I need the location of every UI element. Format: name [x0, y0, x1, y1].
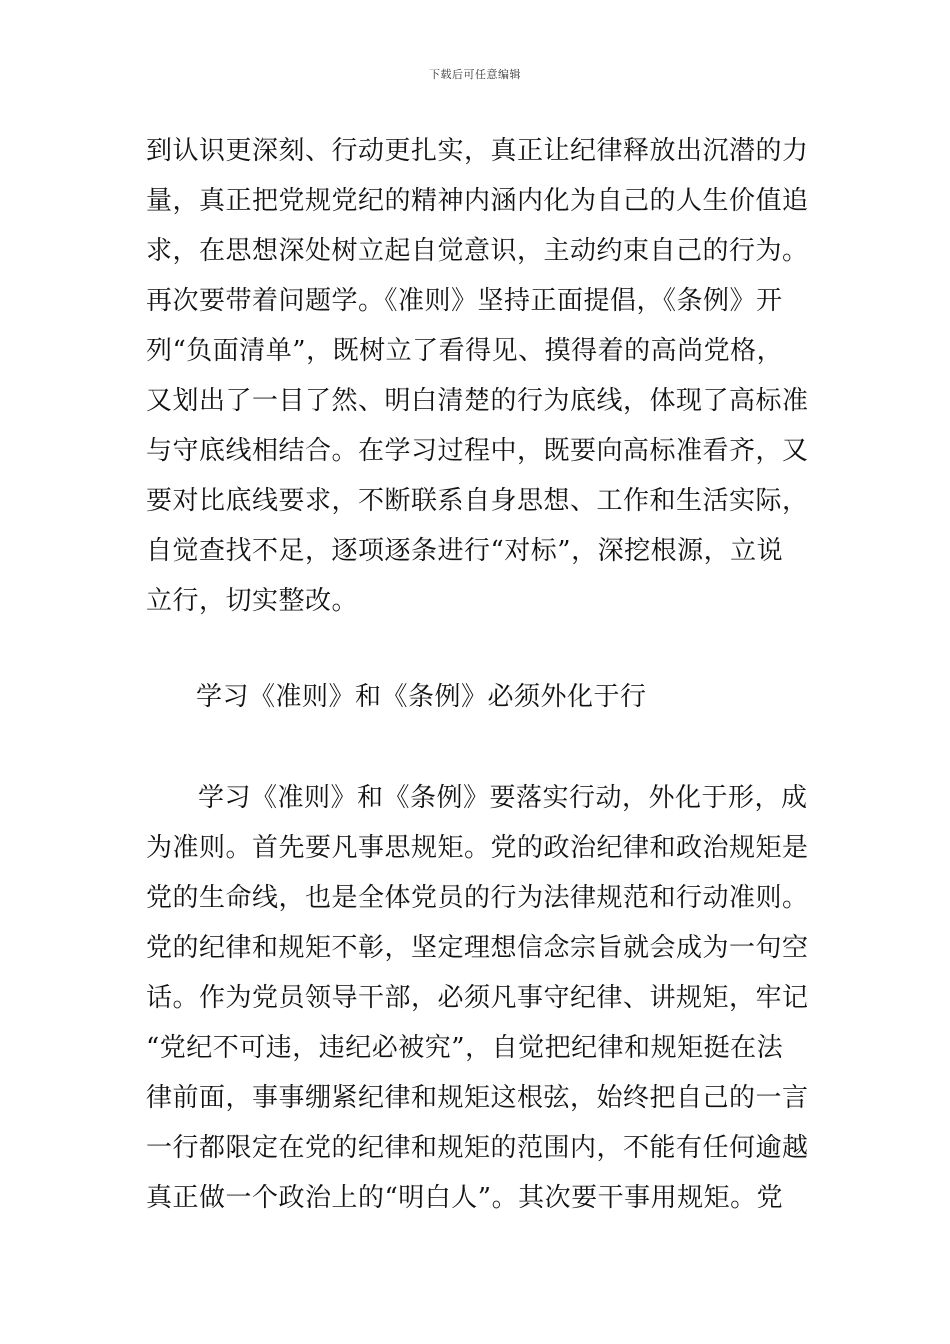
paragraph-line: 一行都限定在党的纪律和规矩的范围内，不能有任何逾越	[146, 1133, 809, 1163]
section-heading: 学习《准则》和《条例》必须外化于行	[196, 682, 647, 712]
paragraph-2	[146, 773, 812, 1223]
paragraph-line: 到认识更深刻、行动更扎实，真正让纪律释放出沉潜的力	[146, 136, 809, 166]
paragraph-line: 列“负面清单”，既树立了看得见、摸得着的高尚党格，	[146, 336, 784, 366]
paragraph-line: 真正做一个政治上的“明白人”。其次要干事用规矩。党	[146, 1183, 784, 1213]
page-header: 下载后可任意编辑	[429, 68, 521, 81]
paragraph-line: 党的生命线，也是全体党员的行为法律规范和行动准则。	[146, 883, 809, 913]
paragraph-line: 量，真正把党规党纪的精神内涵内化为自己的人生价值追	[146, 186, 809, 216]
paragraph-1	[146, 126, 812, 626]
paragraph-line: 自觉查找不足，逐项逐条进行“对标”，深挖根源，立说	[146, 536, 784, 566]
paragraph-line: 立行，切实整改。	[146, 586, 359, 616]
paragraph-line: “党纪不可违，违纪必被究”，自觉把纪律和规矩挺在法	[146, 1033, 784, 1063]
paragraph-line: 话。作为党员领导干部，必须凡事守纪律、讲规矩，牢记	[146, 983, 809, 1013]
paragraph-line: 要对比底线要求，不断联系自身思想、工作和生活实际，	[146, 486, 809, 516]
paragraph-line: 党的纪律和规矩不彰，坚定理想信念宗旨就会成为一句空	[146, 933, 809, 963]
paragraph-line: 律前面，事事绷紧纪律和规矩这根弦，始终把自己的一言	[146, 1083, 809, 1113]
paragraph-line: 为准则。首先要凡事思规矩。党的政治纪律和政治规矩是	[146, 833, 809, 863]
paragraph-line: 再次要带着问题学。《准则》坚持正面提倡，《条例》开	[146, 286, 783, 316]
paragraph-line: 又划出了一目了然、明白清楚的行为底线，体现了高标准	[146, 386, 809, 416]
paragraph-line: 求，在思想深处树立起自觉意识，主动约束自己的行为。	[146, 236, 809, 266]
paragraph-line: 与守底线相结合。在学习过程中，既要向高标准看齐，又	[146, 436, 809, 466]
paragraph-line: 学习《准则》和《条例》要落实行动，外化于形，成	[198, 783, 808, 813]
